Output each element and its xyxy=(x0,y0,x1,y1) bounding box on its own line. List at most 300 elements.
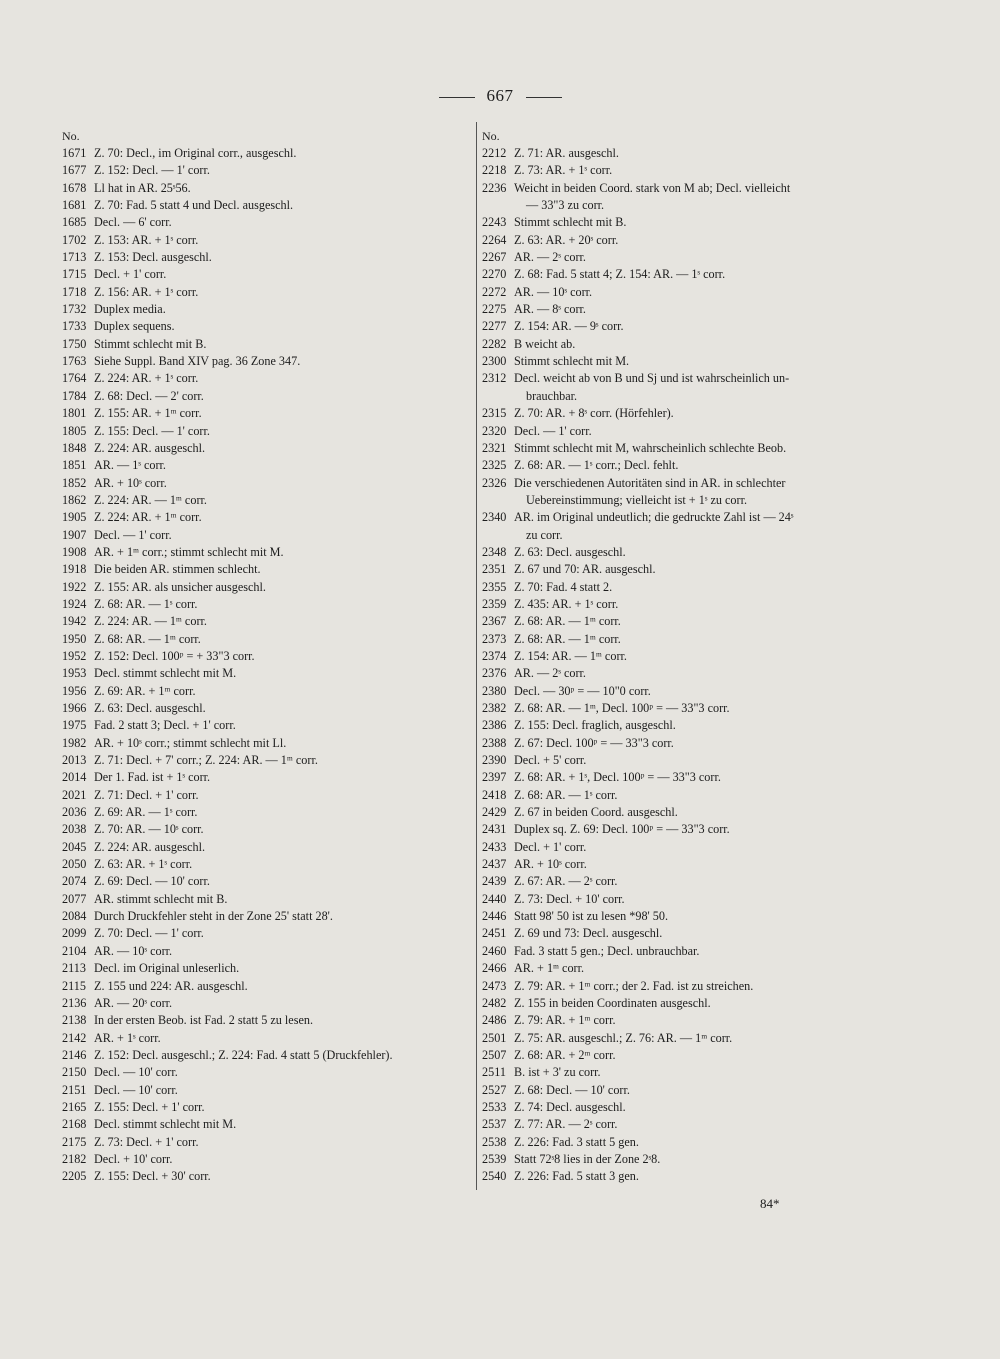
entry-text: B. ist + 3' zu corr. xyxy=(514,1065,601,1080)
entry-number: 2182 xyxy=(62,1151,87,1166)
entry-number: 1975 xyxy=(62,718,87,733)
entry-row xyxy=(62,978,472,995)
entry-text: Z. 68: AR. — 1ᵐ corr. xyxy=(514,614,621,629)
entry-number: 2390 xyxy=(482,753,507,768)
entry-number: 2386 xyxy=(482,718,507,733)
entry-number: 2099 xyxy=(62,926,87,941)
entry-text: Z. 155 in beiden Coordinaten ausgeschl. xyxy=(514,995,711,1010)
entry-text: Stimmt schlecht mit M. xyxy=(514,354,630,369)
entry-text: Fad. 2 statt 3; Decl. + 1' corr. xyxy=(94,718,236,733)
entry-text: Z. 77: AR. — 2ˢ corr. xyxy=(514,1117,618,1132)
entry-number: 2533 xyxy=(482,1099,507,1114)
entry-row xyxy=(62,1116,472,1133)
entry-number: 1718 xyxy=(62,284,87,299)
entry-row xyxy=(62,700,472,717)
entry-continuation-row xyxy=(482,388,894,405)
entry-row xyxy=(62,440,472,457)
entry-text: Z. 152: Decl. 100ᵖ = + 33"3 corr. xyxy=(94,648,255,663)
entry-row xyxy=(62,180,472,197)
entry-text: AR. + 10ˢ corr. xyxy=(94,475,167,490)
entry-number: 2084 xyxy=(62,909,87,924)
entry-number: 2540 xyxy=(482,1169,507,1184)
entry-number: 2272 xyxy=(482,284,507,299)
entry-text: Decl. — 10' corr. xyxy=(94,1082,178,1097)
entry-text: Z. 70: AR. — 10ˢ corr. xyxy=(94,822,204,837)
entry-number: 2165 xyxy=(62,1099,87,1114)
entry-text: Z. 153: Decl. ausgeschl. xyxy=(94,250,212,265)
entry-number: 2507 xyxy=(482,1047,507,1062)
entry-number: 2014 xyxy=(62,770,87,785)
entry-row xyxy=(62,804,472,821)
entry-number: 2486 xyxy=(482,1013,507,1028)
entry-text: Statt 72ˢ8 lies in der Zone 2ˢ8. xyxy=(514,1151,661,1166)
entry-number: 1905 xyxy=(62,510,87,525)
right-entry-list xyxy=(482,145,894,1186)
entry-text: Z. 63: Decl. ausgeschl. xyxy=(514,544,626,559)
entry-row xyxy=(482,180,894,197)
entry-text: Z. 70: Decl., im Original corr., ausgeschl. xyxy=(94,146,297,160)
entry-text: Z. 68: AR. — 1ˢ corr.; Decl. fehlt. xyxy=(514,458,679,473)
entry-row xyxy=(482,1116,894,1133)
entry-number: 2538 xyxy=(482,1134,507,1149)
entry-number: 1851 xyxy=(62,458,87,473)
entry-text: Z. 70: Fad. 5 statt 4 und Decl. ausgeschl. xyxy=(94,198,294,213)
entry-number: 2433 xyxy=(482,839,507,854)
entry-row xyxy=(62,527,472,544)
entry-row xyxy=(482,683,894,700)
entry-number: 2315 xyxy=(482,406,507,421)
page-number: 667 xyxy=(486,86,514,105)
entry-number: 1732 xyxy=(62,302,87,317)
entry-number: 2077 xyxy=(62,891,87,906)
entry-text: Z. 79: AR. + 1ᵐ corr.; der 2. Fad. ist zu streichen. xyxy=(514,978,754,993)
entry-number: 1763 xyxy=(62,354,87,369)
entry-text: Z. 224: AR. ausgeschl. xyxy=(94,440,206,455)
entry-row xyxy=(482,821,894,838)
entry-text: Z. 224: AR. ausgeschl. xyxy=(94,839,206,854)
entry-text: Ll hat in AR. 25ˢ56. xyxy=(94,180,191,195)
entry-row xyxy=(62,145,472,162)
entry-row xyxy=(62,266,472,283)
entry-row xyxy=(62,769,472,786)
header-rule-left xyxy=(439,97,475,98)
left-column xyxy=(62,127,472,1186)
entry-row xyxy=(62,665,472,682)
entry-text: AR. — 10ˢ corr. xyxy=(514,284,593,299)
entry-row xyxy=(62,1168,472,1185)
entry-number: 1982 xyxy=(62,735,87,750)
entry-row xyxy=(482,579,894,596)
entry-row xyxy=(482,613,894,630)
entry-number: 2511 xyxy=(482,1065,506,1080)
entry-text: Decl. im Original unleserlich. xyxy=(94,961,240,976)
entry-row xyxy=(62,544,472,561)
entry-text: AR. — 2ˢ corr. xyxy=(514,666,586,681)
entry-number: 2038 xyxy=(62,822,87,837)
entry-number: 2142 xyxy=(62,1030,87,1045)
entry-text: Z. 152: Decl. ausgeschl.; Z. 224: Fad. 4 statt 5 (Druckfehler). xyxy=(94,1047,393,1062)
entry-row xyxy=(482,440,894,457)
entry-number: 2325 xyxy=(482,458,507,473)
entry-number: 1848 xyxy=(62,440,87,455)
entry-row xyxy=(482,700,894,717)
entry-number: 2300 xyxy=(482,354,507,369)
entry-text: Stimmt schlecht mit B. xyxy=(514,215,627,230)
entry-number: 1713 xyxy=(62,250,87,265)
entry-text: Z. 153: AR. + 1ˢ corr. xyxy=(94,232,199,247)
entry-number: 2115 xyxy=(62,978,86,993)
entry-number: 2429 xyxy=(482,805,507,820)
entry-row xyxy=(62,370,472,387)
entry-text: Z. 68: AR. — 1ˢ corr. xyxy=(514,787,618,802)
entry-row xyxy=(62,1082,472,1099)
entry-row xyxy=(62,873,472,890)
entry-text: Decl. + 10' corr. xyxy=(94,1151,173,1166)
entry-number: 2355 xyxy=(482,579,507,594)
entry-text: Z. 71: AR. ausgeschl. xyxy=(514,146,619,160)
entry-row xyxy=(62,735,472,752)
entry-text: Die beiden AR. stimmen schlecht. xyxy=(94,562,261,577)
entry-row xyxy=(482,596,894,613)
entry-row xyxy=(62,561,472,578)
entry-number: 2326 xyxy=(482,475,507,490)
entry-text: AR. + 10ˢ corr. xyxy=(514,857,587,872)
entry-number: 2539 xyxy=(482,1151,507,1166)
entry-number: 2473 xyxy=(482,978,507,993)
entry-number: 2050 xyxy=(62,857,87,872)
entry-number: 2537 xyxy=(482,1117,507,1132)
entry-text: Durch Druckfehler steht in der Zone 25' statt 28'. xyxy=(94,909,333,924)
entry-row xyxy=(62,301,472,318)
entry-text: Z. 68: AR. — 1ᵐ corr. xyxy=(94,631,201,646)
entry-number: 1715 xyxy=(62,267,87,282)
entry-row xyxy=(482,266,894,283)
entry-number: 2168 xyxy=(62,1117,87,1132)
entry-number: 1733 xyxy=(62,319,87,334)
entry-number: 1952 xyxy=(62,648,87,663)
entry-number: 2045 xyxy=(62,839,87,854)
entry-text: Z. 73: AR. + 1ˢ corr. xyxy=(514,163,613,178)
entry-number: 2348 xyxy=(482,544,507,559)
entry-row xyxy=(482,769,894,786)
signature-mark: 84* xyxy=(760,1196,780,1211)
entry-number: 1671 xyxy=(62,146,87,160)
entry-row xyxy=(482,405,894,422)
entry-row xyxy=(62,925,472,942)
entry-number: 2138 xyxy=(62,1013,87,1028)
entry-text: Z. 67: Decl. 100ᵖ = — 33"3 corr. xyxy=(514,735,674,750)
entry-row xyxy=(62,336,472,353)
entry-row xyxy=(482,249,894,266)
left-column-header: No. xyxy=(62,129,80,143)
entry-number: 2146 xyxy=(62,1047,87,1062)
entry-text: Z. 155: Decl. — 1' corr. xyxy=(94,423,210,438)
entry-text: AR. — 20ˢ corr. xyxy=(94,995,173,1010)
entry-row xyxy=(482,925,894,942)
entry-text: Z. 69 und 73: Decl. ausgeschl. xyxy=(514,926,663,941)
entry-row xyxy=(62,318,472,335)
entry-number: 2501 xyxy=(482,1030,507,1045)
entry-row xyxy=(62,891,472,908)
entry-row xyxy=(482,631,894,648)
entry-text: Decl. — 6' corr. xyxy=(94,215,172,230)
entry-number: 2340 xyxy=(482,510,507,525)
entry-number: 2021 xyxy=(62,787,87,802)
entry-row xyxy=(482,232,894,249)
entry-row xyxy=(62,579,472,596)
entry-row xyxy=(62,1151,472,1168)
entry-text: Z. 154: AR. — 1ᵐ corr. xyxy=(514,648,627,663)
entry-number: 2527 xyxy=(482,1082,507,1097)
entry-number-spacer xyxy=(482,197,514,214)
entry-text: Z. 68: AR. — 1ᵐ corr. xyxy=(514,631,621,646)
entry-row xyxy=(62,492,472,509)
entry-number: 2277 xyxy=(482,319,507,334)
entry-row xyxy=(482,1168,894,1185)
entry-text: Z. 73: Decl. + 10' corr. xyxy=(514,891,625,906)
entry-text: Z. 67 in beiden Coord. ausgeschl. xyxy=(514,805,678,820)
entry-text: Z. 155: Decl. + 1' corr. xyxy=(94,1099,205,1114)
entry-text: Z. 156: AR. + 1ˢ corr. xyxy=(94,284,199,299)
entry-number-spacer xyxy=(482,492,514,509)
entry-text: Z. 155 und 224: AR. ausgeschl. xyxy=(94,978,248,993)
entry-row xyxy=(62,1047,472,1064)
entry-row xyxy=(62,388,472,405)
entry-number: 2446 xyxy=(482,909,507,924)
entry-number: 2482 xyxy=(482,995,507,1010)
entry-text: Der 1. Fad. ist + 1ˢ corr. xyxy=(94,770,211,785)
entry-number: 2376 xyxy=(482,666,507,681)
entry-text: Z. 152: Decl. — 1' corr. xyxy=(94,163,210,178)
entry-number: 2351 xyxy=(482,562,507,577)
entry-number: 1750 xyxy=(62,336,87,351)
entry-continuation-text: Uebereinstimmung; vielleicht ist + 1ˢ zu corr. xyxy=(526,492,747,507)
entry-number: 2150 xyxy=(62,1065,87,1080)
entry-text: AR. + 1ˢ corr. xyxy=(94,1030,161,1045)
entry-row xyxy=(62,423,472,440)
entry-text: Z. 70: AR. + 8ˢ corr. (Hörfehler). xyxy=(514,406,674,421)
entry-number: 2243 xyxy=(482,215,507,230)
entry-number: 1966 xyxy=(62,701,87,715)
entry-number: 2321 xyxy=(482,440,507,455)
entry-row xyxy=(62,1134,472,1151)
entry-text: Stimmt schlecht mit M, wahrscheinlich schlechte Beob. xyxy=(514,440,787,455)
entry-row xyxy=(482,1030,894,1047)
entry-number: 1805 xyxy=(62,423,87,438)
entry-continuation-text: zu corr. xyxy=(526,527,563,542)
entry-number: 2380 xyxy=(482,683,507,698)
entry-text: Z. 69: Decl. — 10' corr. xyxy=(94,874,210,889)
entry-text: AR. + 10ˢ corr.; stimmt schlecht mit Ll. xyxy=(94,735,287,750)
entry-text: AR. — 10ˢ corr. xyxy=(94,943,173,958)
entry-number: 1908 xyxy=(62,544,87,559)
entry-number: 2439 xyxy=(482,874,507,889)
entry-row xyxy=(62,717,472,734)
entry-number: 2267 xyxy=(482,250,507,265)
entry-number: 1764 xyxy=(62,371,87,386)
entry-row xyxy=(62,648,472,665)
entry-number: 2418 xyxy=(482,787,507,802)
entry-number: 2431 xyxy=(482,822,507,837)
entry-row xyxy=(482,336,894,353)
page-header xyxy=(0,86,1000,106)
entry-number: 2382 xyxy=(482,701,507,715)
entry-number: 1685 xyxy=(62,215,87,230)
entry-text: Z. 224: AR. — 1ᵐ corr. xyxy=(94,492,207,507)
entry-row xyxy=(482,318,894,335)
entry-text: Z. 68: AR. + 1ˢ, Decl. 100ᵖ = — 33"3 corr. xyxy=(514,770,721,785)
entry-row xyxy=(482,648,894,665)
entry-text: Z. 226: Fad. 3 statt 5 gen. xyxy=(514,1134,639,1149)
entry-text: Z. 68: Fad. 5 statt 4; Z. 154: AR. — 1ˢ corr. xyxy=(514,267,726,282)
entry-row xyxy=(482,145,894,162)
entry-number: 2236 xyxy=(482,180,507,195)
entry-text: Z. 68: AR. — 1ᵐ, Decl. 100ᵖ = — 33"3 corr. xyxy=(514,701,730,715)
entry-number: 2136 xyxy=(62,995,87,1010)
entry-row xyxy=(482,1151,894,1168)
entry-row xyxy=(62,787,472,804)
entry-number: 2205 xyxy=(62,1169,87,1184)
entry-row xyxy=(62,960,472,977)
entry-row xyxy=(62,908,472,925)
entry-row xyxy=(482,1064,894,1081)
entry-text: In der ersten Beob. ist Fad. 2 statt 5 zu lesen. xyxy=(94,1013,313,1028)
entry-text: Decl. — 1' corr. xyxy=(94,527,172,542)
entry-row xyxy=(482,1099,894,1116)
entry-number: 2013 xyxy=(62,753,87,768)
entry-row xyxy=(62,943,472,960)
entry-row xyxy=(482,1012,894,1029)
entry-text: Z. 224: AR. + 1ᵐ corr. xyxy=(94,510,202,525)
entry-row xyxy=(482,804,894,821)
entry-text: Fad. 3 statt 5 gen.; Decl. unbrauchbar. xyxy=(514,943,700,958)
entry-text: Decl. — 10' corr. xyxy=(94,1065,178,1080)
entry-text: Weicht in beiden Coord. stark von M ab; Decl. vielleicht xyxy=(514,180,791,195)
entry-number: 1862 xyxy=(62,492,87,507)
entry-row xyxy=(482,735,894,752)
entry-text: AR. im Original undeutlich; die gedruckte Zahl ist — 24ˢ xyxy=(514,510,794,525)
entry-row xyxy=(482,717,894,734)
entry-text: Z. 74: Decl. ausgeschl. xyxy=(514,1099,626,1114)
entry-text: Z. 68: Decl. — 10' corr. xyxy=(514,1082,630,1097)
entry-row xyxy=(62,1099,472,1116)
entry-text: Z. 69: AR. — 1ˢ corr. xyxy=(94,805,198,820)
entry-row xyxy=(482,1134,894,1151)
entry-row xyxy=(482,752,894,769)
entry-row xyxy=(482,665,894,682)
entry-number: 2104 xyxy=(62,943,87,958)
entry-number: 2440 xyxy=(482,891,507,906)
header-rule-right xyxy=(526,97,562,98)
entry-row xyxy=(482,301,894,318)
entry-number: 1918 xyxy=(62,562,87,577)
entry-text: Z. 435: AR. + 1ˢ corr. xyxy=(514,596,619,611)
entry-text: B weicht ab. xyxy=(514,336,576,351)
entry-row xyxy=(62,284,472,301)
entry-continuation-row xyxy=(482,527,894,544)
entry-text: Z. 71: Decl. + 7' corr.; Z. 224: AR. — 1ᵐ corr. xyxy=(94,753,318,768)
entry-number: 2270 xyxy=(482,267,507,282)
entry-number: 2397 xyxy=(482,770,507,785)
entry-text: Decl. — 30ᵖ = — 10"0 corr. xyxy=(514,683,651,698)
entry-text: Siehe Suppl. Band XIV pag. 36 Zone 347. xyxy=(94,354,301,369)
entry-row xyxy=(482,544,894,561)
entry-number: 1924 xyxy=(62,596,87,611)
right-column xyxy=(482,127,894,1186)
entry-continuation-text: — 33"3 zu corr. xyxy=(526,198,605,213)
entry-text: AR. — 1ˢ corr. xyxy=(94,458,166,473)
entry-number: 1942 xyxy=(62,614,87,629)
entry-row xyxy=(62,214,472,231)
entry-text: Z. 155: Decl. + 30' corr. xyxy=(94,1169,211,1184)
entry-continuation-row xyxy=(482,492,894,509)
entry-row xyxy=(62,197,472,214)
entry-text: Z. 63: Decl. ausgeschl. xyxy=(94,701,206,715)
entry-number: 2264 xyxy=(482,232,507,247)
entry-row xyxy=(62,821,472,838)
left-entry-list xyxy=(62,145,472,1186)
entry-text: Z. 154: AR. — 9ˢ corr. xyxy=(514,319,624,334)
entry-number: 1950 xyxy=(62,631,87,646)
entry-row xyxy=(482,509,894,526)
entry-number: 1702 xyxy=(62,232,87,247)
entry-row xyxy=(62,631,472,648)
entry-text: Z. 63: AR. + 1ˢ corr. xyxy=(94,857,193,872)
entry-row xyxy=(62,405,472,422)
entry-text: Statt 98' 50 ist zu lesen *98' 50. xyxy=(514,909,669,924)
entry-number: 2388 xyxy=(482,735,507,750)
entry-number: 2074 xyxy=(62,874,87,889)
entry-row xyxy=(482,978,894,995)
entry-row xyxy=(62,596,472,613)
entry-number: 1677 xyxy=(62,163,87,178)
entry-number: 1922 xyxy=(62,579,87,594)
entry-number: 1953 xyxy=(62,666,87,681)
entry-continuation-row xyxy=(482,197,894,214)
entry-row xyxy=(482,1047,894,1064)
entry-text: Z. 75: AR. ausgeschl.; Z. 76: AR. — 1ᵐ corr. xyxy=(514,1030,733,1045)
entry-text: Decl. stimmt schlecht mit M. xyxy=(94,1117,237,1132)
entry-row xyxy=(62,1030,472,1047)
entry-text: Z. 73: Decl. + 1' corr. xyxy=(94,1134,199,1149)
entry-text: AR. + 1ᵐ corr.; stimmt schlecht mit M. xyxy=(94,544,284,559)
entry-text: Z. 226: Fad. 5 statt 3 gen. xyxy=(514,1169,639,1184)
entry-text: Z. 67: AR. — 2ˢ corr. xyxy=(514,874,618,889)
entry-number: 1852 xyxy=(62,475,87,490)
entry-number: 2374 xyxy=(482,648,507,663)
entry-number: 2113 xyxy=(62,961,86,976)
entry-row xyxy=(482,370,894,387)
entry-row xyxy=(62,457,472,474)
entry-row xyxy=(482,873,894,890)
entry-number: 2151 xyxy=(62,1082,87,1097)
entry-text: Duplex sq. Z. 69: Decl. 100ᵖ = — 33"3 corr. xyxy=(514,822,730,837)
entry-number: 2437 xyxy=(482,857,507,872)
right-column-header: No. xyxy=(482,129,500,143)
entry-text: AR. — 8ˢ corr. xyxy=(514,302,586,317)
entry-row xyxy=(482,457,894,474)
entry-text: Z. 63: AR. + 20ˢ corr. xyxy=(514,232,619,247)
entry-text: Z. 155: Decl. fraglich, ausgeschl. xyxy=(514,718,676,733)
entry-text: Z. 224: AR. — 1ᵐ corr. xyxy=(94,614,207,629)
entry-text: Z. 155: AR. als unsicher ausgeschl. xyxy=(94,579,266,594)
entry-text: Decl. + 5' corr. xyxy=(514,753,587,768)
entry-number: 1907 xyxy=(62,527,87,542)
entry-text: Z. 68: AR. + 2ᵐ corr. xyxy=(514,1047,616,1062)
entry-row xyxy=(482,284,894,301)
entry-number: 2367 xyxy=(482,614,507,629)
entry-row xyxy=(62,839,472,856)
